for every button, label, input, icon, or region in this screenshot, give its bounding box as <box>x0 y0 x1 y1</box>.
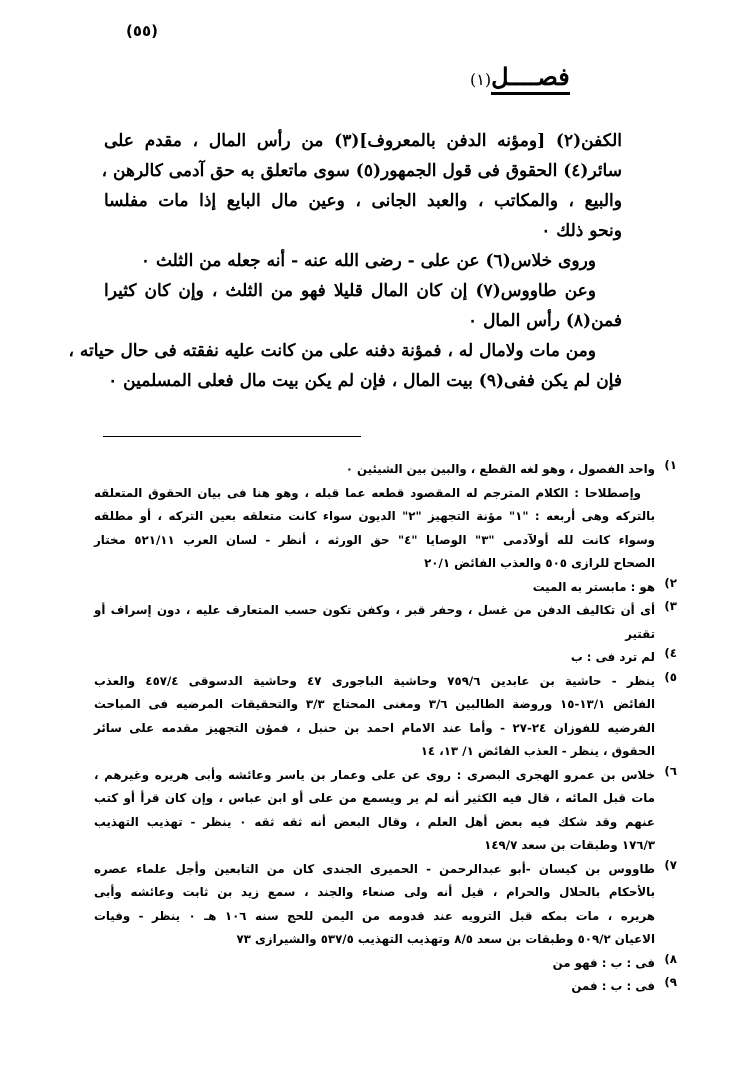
footnote-line: هريره ، مات بمكه قبل الترويه عند قدومه من اليمن للحج سنه ١٠٦ هـ ٠ ينظر - وفيات <box>94 908 655 923</box>
footnote <box>94 599 677 646</box>
heading-footnote-ref: (١) <box>470 70 492 89</box>
footnote-line: الحقوق ، ينظر - العذب الفائض ١/ ١٣، ١٤ <box>420 744 655 758</box>
main-text <box>68 126 622 396</box>
heading-word: فصــــل <box>491 62 570 95</box>
footnote-line: بالأحكام بالحلال والحرام ، قيل أنه ولى صنعاء والجند ، سمع زيد بن ثابت وعائشه وأبى <box>94 885 655 899</box>
footnote-number: ٨) <box>664 951 677 966</box>
footnote-line: مات قبل المائه ، قال فيه الكثير أنه لم ير ويسمع من على أو ابن عباس ، وإن كان قرأ أو كتب <box>94 791 655 805</box>
footnote-separator <box>103 436 361 437</box>
footnote-line: الصحاح للرازى ٥٠٥ والعذب الفائض ٢٠/١ <box>424 556 655 570</box>
footnote-number: ٤) <box>664 646 677 660</box>
footnote-line: ينظر - حاشية بن عابدين ٧٥٩/٦ وحاشية الباجورى ٤٧ وحاشية الدسوقى ٤٥٧/٤ والعذب <box>94 673 655 688</box>
footnote-number: ١) <box>664 458 677 472</box>
footnote-number: ٩) <box>664 975 677 989</box>
page-number: (٥٥) <box>125 22 159 40</box>
footnote <box>94 670 677 764</box>
paragraph <box>101 126 622 246</box>
paragraph <box>104 276 622 336</box>
footnote-number: ٥) <box>664 669 677 684</box>
text-line: فمن(٨) رأس المال ٠ <box>468 311 622 331</box>
footnote-line: ١٧٦/٣ وطبقات بن سعد ١٤٩/٧ <box>484 838 655 852</box>
footnote-line: تقتير <box>625 626 655 641</box>
footnote-line: أى أن تكاليف الدفن من غسل ، وحفر قبر ، وكفن تكون حسب المتعارف عليه ، دون إسراف أو <box>94 603 655 617</box>
text-line: سائر(٤) الحقوق فى قول الجمهور(٥) سوى ماتعلق به حق آدمى كالرهن ، <box>101 161 622 181</box>
footnote-line: وإصطلاحا : الكلام المترجم له المقصود قطعه عما قبله ، وهو هنا فى بيان الحقوق المتعلقه <box>94 485 641 500</box>
footnote-line: هو : مابستر به الميت <box>532 579 655 594</box>
footnote <box>94 458 677 576</box>
text-line: وعن طاووس(٧) إن كان المال قليلا فهو من الثلث ، وإن كان كثيرا <box>104 281 596 301</box>
text-line: والبيع ، والمكاتب ، والعبد الجانى ، وعين مال البايع إذا مات مفلسا <box>104 191 622 211</box>
footnote-line: وسواء كانت لله أولآدمى "٣" الوصايا "٤" حق الورثه ، أنظر - لسان العرب ٥٢١/١١ مختار <box>94 532 655 547</box>
footnote-line: واحد الفصول ، وهو لغه القطع ، والبين بين الشيئين ٠ <box>345 462 655 476</box>
footnote-line: طاووس بن كيسان -أبو عبدالرحمن - الحميرى الجندى كان من التابعين وأجل علماء عصره <box>94 861 655 876</box>
footnotes <box>94 458 677 999</box>
footnote-line: بالتركه وهى أربعه : "١" مؤنة التجهيز "٢" الديون سواء كانت متعلقه بعين التركه ، أو مطلقه <box>94 509 655 523</box>
footnote <box>94 952 677 976</box>
paragraph <box>68 336 622 396</box>
footnote <box>94 975 677 999</box>
footnote-line: خلاس بن عمرو الهجرى البصرى : روى عن على وعمار بن ياسر وعائشه وأبى هريره وغيرهم ، <box>94 767 655 782</box>
footnote-line: الفرضيه للفوزان ٢٤-٢٧ - وأما عند الامام احمد بن حنبل ، فمؤن التجهيز مقدمه على سائر <box>94 720 655 735</box>
footnote-line: الاعيان ٥٠٩/٢ وطبقات بن سعد ٨/٥ وتهذيب التهذيب ٥٣٧/٥ والشيرازى ٧٣ <box>236 932 655 946</box>
footnote-line: الفائض ١٣/١-١٥ وروضة الطالبين ٣/٦ ومغنى المحتاج ٣/٣ والتحقيقات المرضيه فى المباحث <box>94 697 656 711</box>
footnote-number: ٣) <box>664 599 677 613</box>
text-line: وروى خلاس(٦) عن على - رضى الله عنه - أنه جعله من الثلث ٠ <box>140 251 596 271</box>
footnote <box>94 576 677 600</box>
footnote-line: لم ترد فى : ب <box>570 650 655 664</box>
footnote <box>94 764 677 858</box>
footnote-line: فى : ب : فهو من <box>552 955 655 970</box>
footnote-number: ٢) <box>664 575 677 590</box>
text-line: ومن مات ولامال له ، فمؤنة دفنه على من كانت عليه نفقته فى حال حياته ، <box>68 341 596 361</box>
footnote <box>94 646 677 670</box>
footnote <box>94 858 677 952</box>
text-line: ونحو ذلك ٠ <box>541 221 622 241</box>
footnote-number: ٧) <box>664 857 677 872</box>
section-heading <box>470 62 630 91</box>
footnote-line: فى : ب : فمن <box>571 979 655 993</box>
footnote-line: عنهم وقد شكك فيه بعض أهل العلم ، وقال البعض أنه ثقه ثقه ٠ ينظر - تهذيب التهذيب <box>94 814 655 829</box>
text-line: الكفن(٢) [ومؤنه الدفن بالمعروف](٣) من رأس المال ، مقدم على <box>104 131 622 151</box>
text-line: فإن لم يكن ففى(٩) بيت المال ، فإن لم يكن بيت مال فعلى المسلمين ٠ <box>108 371 622 391</box>
footnote-number: ٦) <box>664 763 677 778</box>
paragraph <box>104 246 622 276</box>
